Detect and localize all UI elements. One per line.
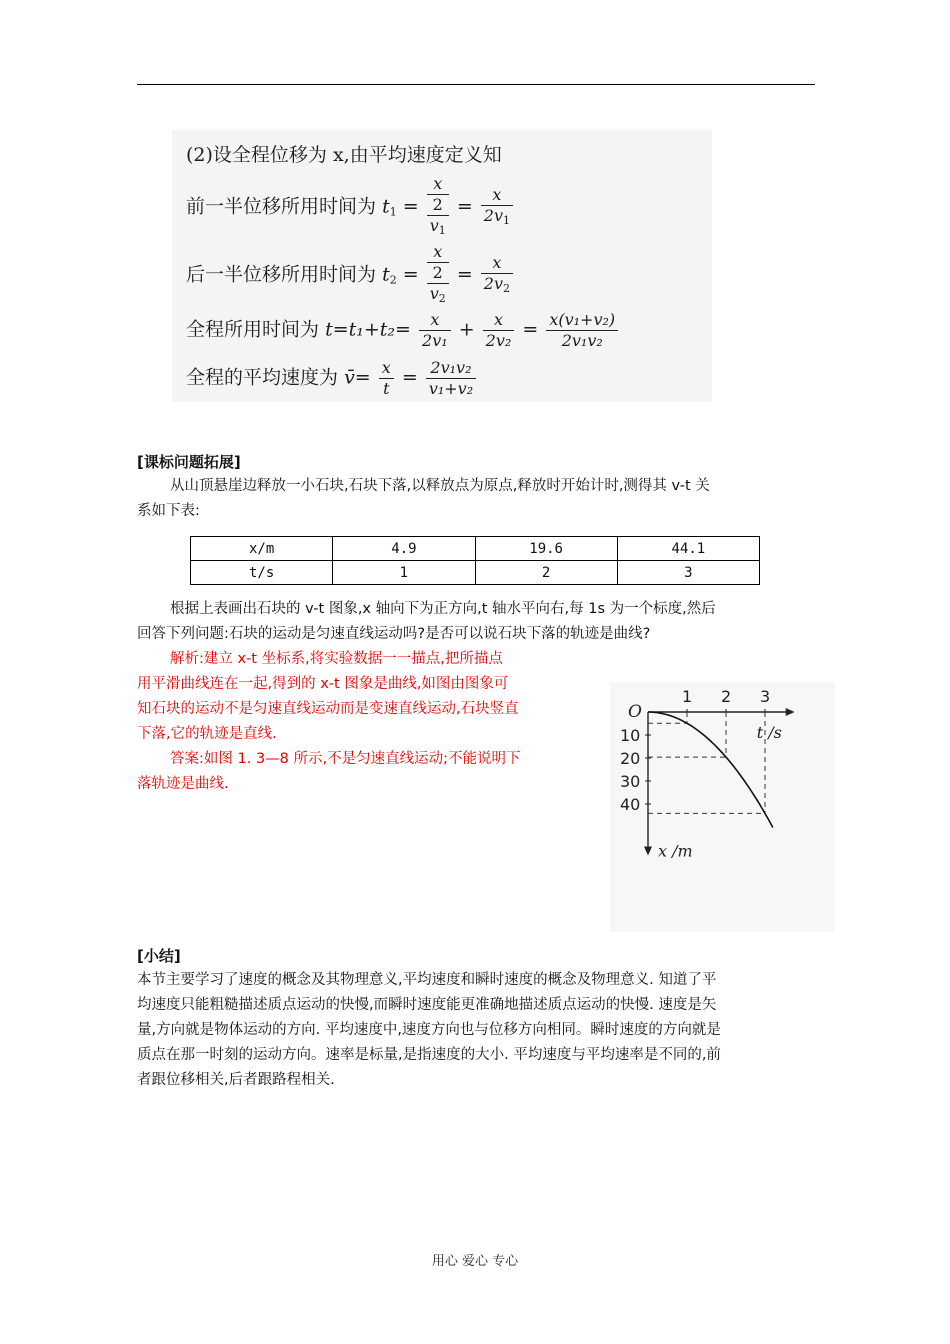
summary-line2: 均速度只能粗糙描述质点运动的快慢,而瞬时速度能更准确地描述质点运动的快慢. 速度是矢 <box>137 997 717 1013</box>
t-tick-label: 1 <box>682 687 693 706</box>
scanned-formula-block <box>172 130 712 402</box>
analysis-line1: 解析:建立 x-t 坐标系,将实验数据一一描点,把所描点 <box>170 651 503 667</box>
formula-second-half-time: 后一半位移所用时间为 $t_2$ = x 2 $v_2$ = $\frac{x}{2v_2}$ <box>186 242 515 309</box>
chart-background <box>610 682 835 932</box>
answer-line1: 答案:如图 1. 3—8 所示,不是匀速直线运动;不能说明下 <box>170 751 521 767</box>
summary-line1: 本节主要学习了速度的概念及其物理意义,平均速度和瞬时速度的概念及物理意义. 知道了平 <box>137 972 717 988</box>
formula-intro: (2)设全程位移为 x,由平均速度定义知 <box>186 144 502 166</box>
x-tick-label: 40 <box>620 795 641 814</box>
problem-text-line1: 从山顶悬崖边释放一小石块,石块下落,以释放点为原点,释放时开始计时,测得其 v-t 关 <box>170 478 710 494</box>
question-line2: 回答下列问题:石块的运动是匀速直线运动吗?是否可以说石块下落的轨迹是曲线? <box>137 626 651 642</box>
formula-total-time: 全程所用时间为 t=t₁+t₂= $\frac{x}{\text{2v₁}}$ + $\frac{x}{\text{2v₂}}$ = $\frac{\text{x(v₁+v₂)}}{\text{2v₁v₂}}$ <box>186 310 620 351</box>
problem-text-line2: 系如下表: <box>137 503 200 519</box>
header-rule <box>137 84 815 85</box>
origin-label: O <box>628 702 642 722</box>
table-row <box>191 561 760 585</box>
summary-line4: 质点在那一时刻的运动方向。速率是标量,是指速度的大小. 平均速度与平均速率是不同的,前 <box>137 1047 721 1063</box>
x-tick-label: 30 <box>620 772 641 791</box>
table-cell: 1 <box>333 561 475 585</box>
table-cell: x/m <box>191 537 333 561</box>
x-tick-label: 10 <box>620 726 641 745</box>
x-t-graph <box>610 682 835 932</box>
table-cell: 44.1 <box>617 537 759 561</box>
table-row <box>191 537 760 561</box>
answer-line2: 落轨迹是曲线. <box>137 776 229 792</box>
analysis-line3: 知石块的运动不是匀速直线运动而是变速直线运动,石块竖直 <box>137 701 519 717</box>
formula-first-half-time: 前一半位移所用时间为 $t_1$ = x 2 $v_1$ = $\frac{x}{2v_1}$ <box>186 174 515 241</box>
analysis-line2: 用平滑曲线连在一起,得到的 x-t 图象是曲线,如图由图象可 <box>137 676 509 692</box>
table-cell: t/s <box>191 561 333 585</box>
table-cell: 19.6 <box>475 537 617 561</box>
table-cell: 3 <box>617 561 759 585</box>
data-table <box>190 536 760 585</box>
t-tick-label: 3 <box>760 687 771 706</box>
question-line1: 根据上表画出石块的 v-t 图象,x 轴向下为正方向,t 轴水平向右,每 1s 为一个标度,然后 <box>170 601 716 617</box>
t-axis-label: t /s <box>756 723 782 742</box>
table-cell: 4.9 <box>333 537 475 561</box>
section-title-summary: [小结] <box>137 947 181 965</box>
summary-line3: 量,方向就是物体运动的方向. 平均速度中,速度方向也与位移方向相同。瞬时速度的方向就是 <box>137 1022 721 1038</box>
analysis-line4: 下落,它的轨迹是直线. <box>137 726 277 742</box>
x-tick-label: 20 <box>620 749 641 768</box>
summary-line5: 者跟位移相关,后者跟路程相关. <box>137 1072 335 1088</box>
section-title-extension: [课标问题拓展] <box>137 453 241 471</box>
table-cell: 2 <box>475 561 617 585</box>
formula-average-velocity: 全程的平均速度为 v̄= $\frac{x}{t}$ = $\frac{\text{2v₁v₂}}{\text{v₁+v₂}}$ <box>186 358 478 399</box>
x-axis-label: x /m <box>658 841 693 861</box>
t-tick-label: 2 <box>721 687 732 706</box>
page-footer: 用心 爱心 专心 <box>431 1254 519 1269</box>
